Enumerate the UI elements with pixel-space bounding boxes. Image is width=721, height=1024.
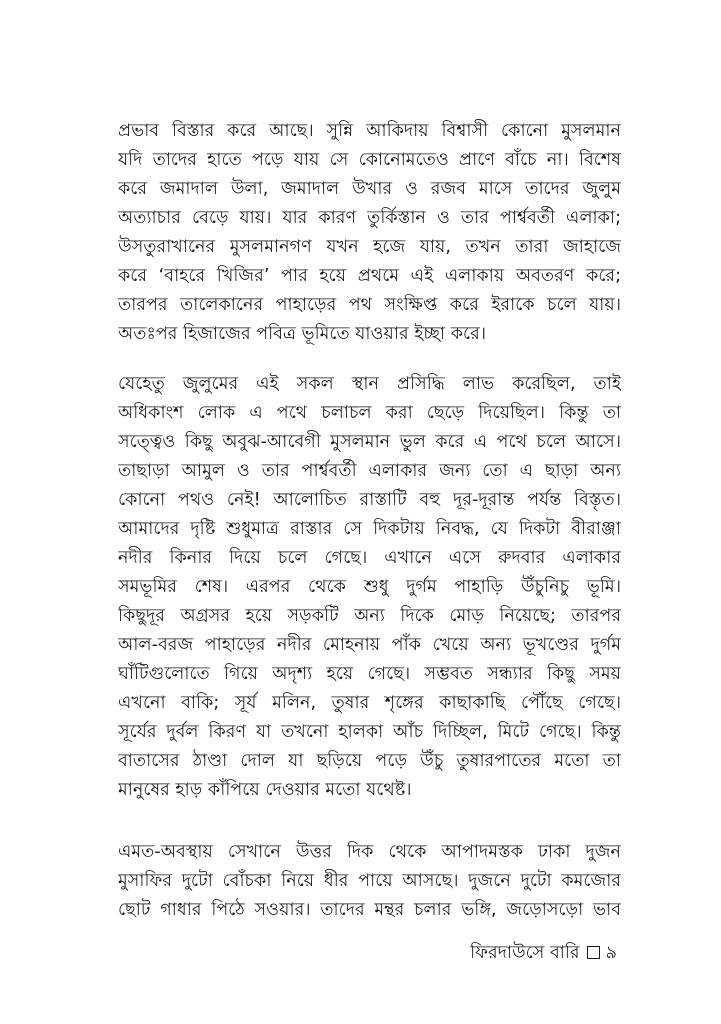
- text-line: কিছুদূর অগ্রসর হয়ে সড়কটি অন্য দিকে মোড় নিয়েছে; তারপর: [118, 606, 621, 626]
- text-line: বাতাসের ঠাণ্ডা দোল যা ছড়িয়ে পড়ে উঁচু তুষারপাতের মতো তা: [118, 751, 621, 771]
- text-line: সমভূমির শেষ। এরপর থেকে শুধু দুর্গম পাহাড়ি উঁচুনিচু ভূমি।: [118, 577, 621, 597]
- text-line: প্রভাব বিস্তার করে আছে। সুন্নি আকিদায় বিশ্বাসী কোনো মুসলমান: [118, 121, 621, 141]
- text-line: ছোট গাধার পিঠে সওয়ার। তাদের মন্থর চলার ভঙ্গি, জড়োসড়ো ভাব: [118, 900, 621, 920]
- text-line: ঘাঁটিগুলোতে গিয়ে অদৃশ্য হয়ে গেছে। সম্ভবত সন্ধ্যার কিছু সময়: [118, 664, 621, 684]
- text-line: সূর্যের দুর্বল কিরণ যা তখনো হালকা আঁচ দিচ্ছিল, মিটে গেছে। কিন্তু: [118, 722, 621, 742]
- text-line: যেহেতু জুলুমের এই সকল স্থান প্রসিদ্ধি লাভ করেছিল, তাই: [118, 374, 621, 394]
- text-line: তাছাড়া আমুল ও তার পার্শ্ববর্তী এলাকার জন্য তো এ ছাড়া অন্য: [118, 461, 621, 481]
- text-line: যদি তাদের হাতে পড়ে যায় সে কোনোমতেও প্রাণে বাঁচে না। বিশেষ: [118, 150, 621, 170]
- page-footer: [470, 939, 617, 968]
- text-line: সত্ত্বেও কিছু অবুঝ-আবেগী মুসলমান ভুল করে এ পথে চলে আসে।: [118, 432, 621, 452]
- text-line: অধিকাংশ লোক এ পথে চলাচল করা ছেড়ে দিয়েছিল। কিন্তু তা: [118, 403, 621, 423]
- text-line: অতঃপর হিজাজের পবিত্র ভূমিতে যাওয়ার ইচ্ছা করে।: [118, 324, 487, 344]
- text-line: মুসাফির দুটো বোঁচকা নিয়ে ধীর পায়ে আসছে। দুজনে দুটো কমজোর: [118, 871, 621, 891]
- text-line: মানুষের হাড় কাঁপিয়ে দেওয়ার মতো যথেষ্ট।: [118, 780, 412, 800]
- text-line: আল-বরজ পাহাড়ের নদীর মোহনায় পাঁক খেয়ে অন্য ভূখণ্ডের দুর্গম: [118, 635, 621, 655]
- text-line: নদীর কিনার দিয়ে চলে গেছে। এখানে এসে রুদবার এলাকার: [118, 548, 621, 568]
- paragraph-3: [118, 838, 621, 925]
- text-line: অত্যাচার বেড়ে যায়। যার কারণ তুর্কিস্তান ও তার পার্শ্ববর্তী এলাকা;: [118, 208, 621, 228]
- text-line: তারপর তালেকানের পাহাড়ের পথ সংক্ষিপ্ত করে ইরাকে চলে যায়।: [118, 295, 621, 315]
- text-line: করে জমাদাল উলা, জমাদাল উখার ও রজব মাসে তাদের জুলুম: [118, 179, 621, 199]
- page-number: ৯: [605, 943, 617, 963]
- square-separator-icon: [587, 946, 600, 959]
- text-line: করে ‘বাহরে খিজির’ পার হয়ে প্রথমে এই এলাকায় অবতরণ করে;: [118, 266, 621, 286]
- text-line: এখনো বাকি; সূর্য মলিন, তুষার শৃঙ্গের কাছাকাছি পৌঁছে গেছে।: [118, 693, 621, 713]
- text-line: কোনো পথও নেই! আলোচিত রাস্তাটি বহু দূর-দূরান্ত পর্যন্ত বিস্তৃত।: [118, 490, 621, 510]
- text-line: উসতুরাখানের মুসলমানগণ যখন হজে যায়, তখন তারা জাহাজে: [118, 237, 621, 257]
- text-line: এমত-অবস্থায় সেখানে উত্তর দিক থেকে আপাদমস্তক ঢাকা দুজন: [118, 842, 621, 862]
- paragraph-1: [118, 117, 621, 349]
- paragraph-2: [118, 370, 621, 805]
- book-title: ফিরদাউসে বারি: [470, 943, 580, 963]
- text-line: আমাদের দৃষ্টি শুধুমাত্র রাস্তার সে দিকটায় নিবদ্ধ, যে দিকটা বীরাঞ্জা: [118, 519, 621, 539]
